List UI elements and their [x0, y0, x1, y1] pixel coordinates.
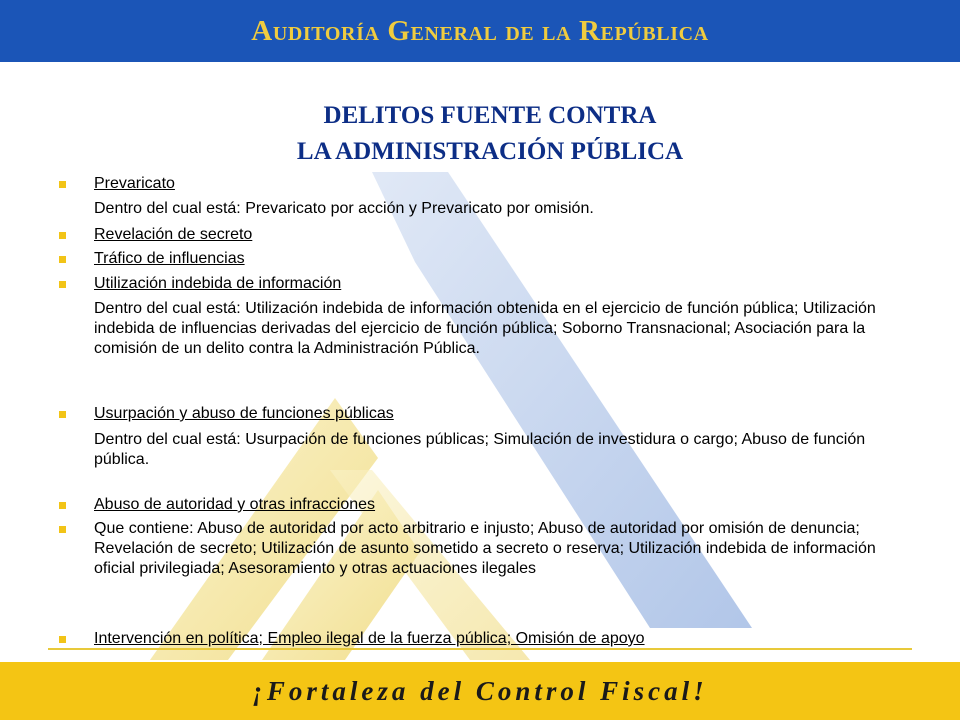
bullet-icon [59, 502, 66, 509]
detail-utilizacion-indebida: Dentro del cual está: Utilización indebida de información obtenida en el ejercicio de función pública; Utilización indebida de influencias derivadas del ejercicio de función pública; Soborno Transnacional; Asociación para la comisión de un delito contra la Administración Pública. [94, 300, 876, 357]
divider-line [48, 648, 912, 650]
header-title: Auditoría General de la República [251, 15, 709, 47]
item-revelacion-secreto: Revelación de secreto [94, 226, 253, 243]
bullet-icon [59, 636, 66, 643]
bullet-icon [59, 181, 66, 188]
bullet-icon [59, 281, 66, 288]
footer-bar [0, 662, 960, 720]
footer-slogan: ¡Fortaleza del Control Fiscal! [252, 676, 708, 706]
item-trafico-influencias: Tráfico de influencias [94, 250, 245, 267]
item-abuso-autoridad: Abuso de autoridad y otras infracciones [94, 496, 376, 513]
detail-abuso-autoridad: Que contiene: Abuso de autoridad por acto arbitrario e injusto; Abuso de autoridad por omisión de denuncia; Revelación de secreto; Utilización de asunto sometido a secreto o reserva; Utilización indebida de información oficial privilegiada; Asesoramiento y otras actuaciones ilegales [94, 520, 876, 577]
bullet-icon [59, 232, 66, 239]
bullet-icon [59, 526, 66, 533]
item-utilizacion-indebida: Utilización indebida de información [94, 275, 342, 292]
bullet-icon [59, 411, 66, 418]
slide-title-line1: DELITOS FUENTE CONTRA [323, 102, 657, 129]
item-prevaricato: Prevaricato [94, 175, 175, 192]
item-usurpacion: Usurpación y abuso de funciones públicas [94, 405, 394, 422]
detail-usurpacion: Dentro del cual está: Usurpación de funciones públicas; Simulación de investidura o cargo; Abuso de función pública. [94, 431, 866, 468]
detail-prevaricato: Dentro del cual está: Prevaricato por acción y Prevaricato por omisión. [94, 200, 594, 217]
slide-title-line2: LA ADMINISTRACIÓN PÚBLICA [296, 138, 684, 165]
bullet-icon [59, 256, 66, 263]
item-intervencion-politica: Intervención en política; Empleo ilegal de la fuerza pública; Omisión de apoyo [94, 630, 645, 647]
